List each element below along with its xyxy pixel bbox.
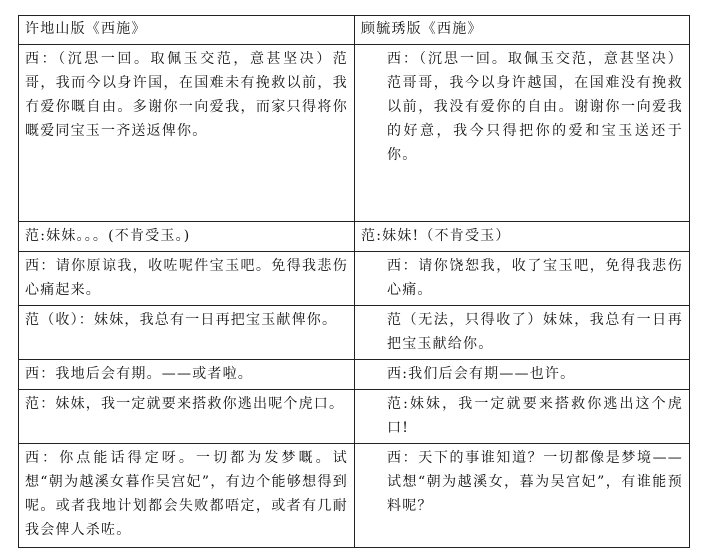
cell-right: 西：天下的事谁知道？一切都像是梦境——试想“朝为越溪女，暮为吴宫妃”，有谁能预料呢？ — [355, 444, 690, 548]
cell-left: 范:妹妹。。。(不肯受玉。) — [19, 222, 355, 252]
cell-right: 范:妹妹!（不肯受玉） — [355, 222, 690, 252]
cell-right: 西：（沉思一回。取佩玉交范，意甚坚决）范哥哥，我今以身许越国，在国难没有挽救以前，我没有爱你的自由。谢谢你一向爱我的好意，我今只得把你的爱和宝玉送还于你。 — [355, 45, 690, 222]
cell-right: 西：请你饶恕我，收了宝玉吧，免得我悲伤心痛。 — [355, 252, 690, 306]
table-row — [19, 444, 690, 548]
cell-left: 西：我地后会有期。——或者啦。 — [19, 360, 355, 390]
cell-left: 范：妹妹，我一定就要来搭救你逃出呢个虎口。 — [19, 390, 355, 444]
cell-left: 西：（沉思一回。取佩玉交范，意甚坚决）范哥，我而今以身许国，在国难未有挽救以前，我冇爱你嘅自由。多谢你一向爱我，而家只得将你嘅爱同宝玉一齐送返俾你。 — [19, 45, 355, 222]
table-row — [19, 390, 690, 444]
table-row — [19, 222, 690, 252]
cell-left: 西：请你原谅我，收咗呢件宝玉吧。免得我悲伤心痛起来。 — [19, 252, 355, 306]
header-right: 顾毓琇版《西施》 — [355, 16, 690, 45]
table-header-row — [19, 16, 690, 45]
cell-left: 西：你点能话得定呀。一切都为发梦嘅。试想“朝为越溪女暮作吴宫妃”，有边个能够想得到呢。或者我地计划都会失败都唔定，或者有几耐我会俾人杀咗。 — [19, 444, 355, 548]
cell-left: 范（收）：妹妹，我总有一日再把宝玉献俾你。 — [19, 306, 355, 360]
cell-right: 范（无法，只得收了）妹妹，我总有一日再把宝玉献给你。 — [355, 306, 690, 360]
header-left: 许地山版《西施》 — [19, 16, 355, 45]
table-row — [19, 306, 690, 360]
comparison-table — [18, 15, 690, 548]
cell-right: 范:妹妹，我一定就要来搭救你逃出这个虎口! — [355, 390, 690, 444]
cell-right: 西:我们后会有期——也许。 — [355, 360, 690, 390]
table-row — [19, 45, 690, 222]
table-row — [19, 360, 690, 390]
table-row — [19, 252, 690, 306]
